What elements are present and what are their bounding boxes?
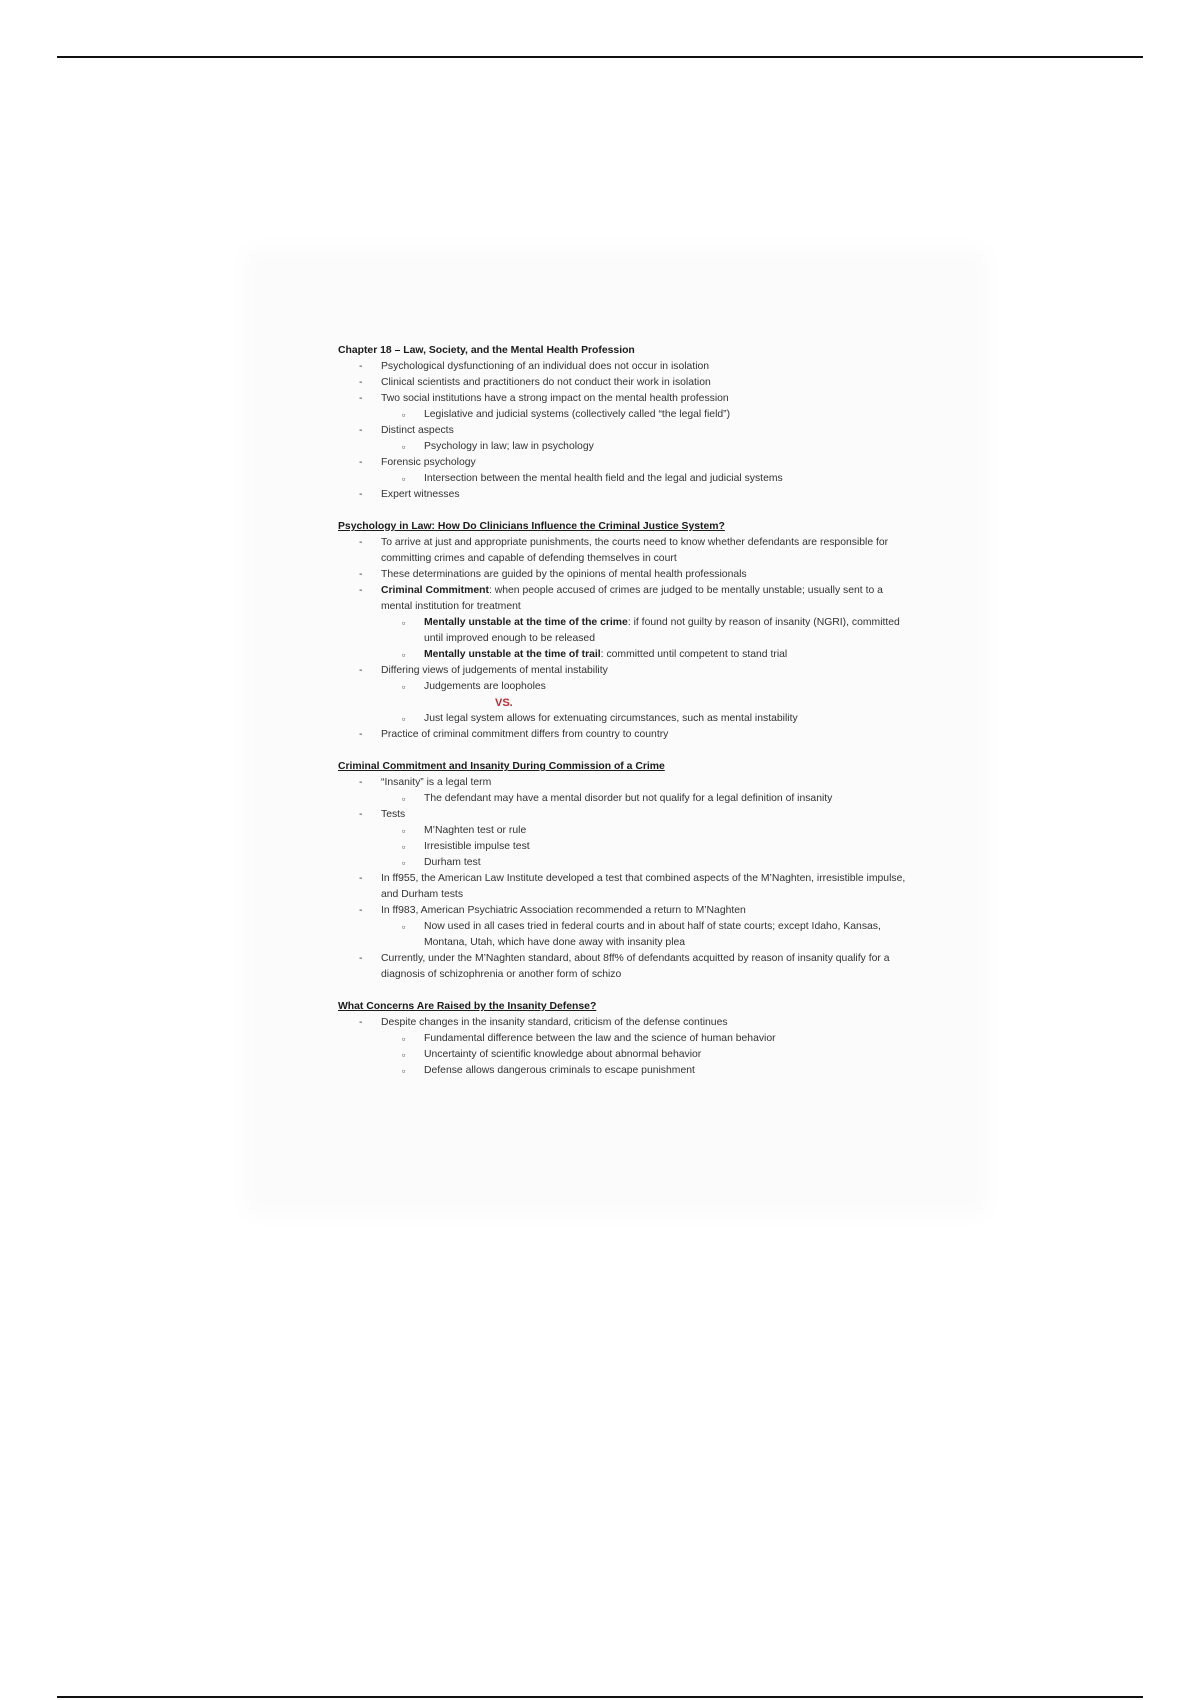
sub-list-item: ▫ Defense allows dangerous criminals to escape punishment — [338, 1063, 908, 1079]
list-item: - In ff983, American Psychiatric Association recommended a return to M’Naghten — [338, 903, 908, 919]
square-bullet-icon: ▫ — [402, 682, 406, 692]
square-bullet-icon: ▫ — [402, 618, 406, 628]
bottom-rule — [57, 1696, 1143, 1698]
dash-marker: - — [359, 361, 363, 372]
dash-marker: - — [359, 665, 363, 676]
list-item: - Clinical scientists and practitioners do not conduct their work in isolation — [338, 375, 908, 391]
sub-list-item: ▫ Mentally unstable at the time of the crime: if found not guilty by reason of insanity (NGRI), committed until improved enough to be released — [402, 617, 900, 644]
sub-list-item: ▫ Mentally unstable at the time of trail: committed until competent to stand trial — [338, 647, 908, 663]
list-item: - Distinct aspects — [338, 423, 908, 439]
square-bullet-icon: ▫ — [402, 410, 406, 420]
sub-list-item: ▫ Irresistible impulse test — [338, 839, 908, 855]
sub-list-item: ▫ Uncertainty of scientific knowledge about abnormal behavior — [338, 1047, 908, 1063]
dash-marker: - — [359, 905, 363, 916]
square-bullet-icon: ▫ — [402, 1050, 406, 1060]
list-item: - Psychological dysfunctioning of an individual does not occur in isolation — [338, 359, 908, 375]
list-item: - Practice of criminal commitment differs from country to country — [338, 727, 908, 743]
square-bullet-icon: ▫ — [402, 842, 406, 852]
sub-list-item: ▫ Fundamental difference between the law and the science of human behavior — [338, 1031, 908, 1047]
term: Mentally unstable at the time of trail — [424, 649, 601, 660]
list-item: - “Insanity” is a legal term — [338, 775, 908, 791]
chapter-title: Chapter 18 – Law, Society, and the Mental Health Profession — [338, 345, 635, 356]
sub-list-item: ▫ Just legal system allows for extenuating circumstances, such as mental instability — [338, 711, 908, 727]
dash-marker: - — [359, 489, 363, 500]
square-bullet-icon: ▫ — [402, 714, 406, 724]
list-item: - Expert witnesses — [338, 487, 908, 503]
list-item: - Criminal Commitment: when people accused of crimes are judged to be mentally unstable; usually sent to a mental institution for treatment — [359, 585, 883, 612]
list-item: - Two social institutions have a strong impact on the mental health profession — [338, 391, 908, 407]
square-bullet-icon: ▫ — [402, 1034, 406, 1044]
square-bullet-icon: ▫ — [402, 794, 406, 804]
sub-list-item: ▫ Intersection between the mental health field and the legal and judicial systems — [338, 471, 908, 487]
sub-list-item: ▫ Durham test — [338, 855, 908, 871]
square-bullet-icon: ▫ — [402, 650, 406, 660]
list-item: - Despite changes in the insanity standard, criticism of the defense continues — [338, 1015, 908, 1031]
top-rule — [57, 56, 1143, 58]
dash-marker: - — [359, 537, 363, 548]
list-item: - These determinations are guided by the opinions of mental health professionals — [338, 567, 908, 583]
square-bullet-icon: ▫ — [402, 1066, 406, 1076]
dash-marker: - — [359, 569, 363, 580]
dash-marker: - — [359, 873, 363, 884]
sub-list-item: ▫ Psychology in law; law in psychology — [338, 439, 908, 455]
dash-marker: - — [359, 425, 363, 436]
section-heading: Criminal Commitment and Insanity During Commission of a Crime — [338, 761, 665, 772]
dash-marker: - — [359, 585, 363, 596]
sub-list-item: ▫ Legislative and judicial systems (collectively called “the legal field”) — [338, 407, 908, 423]
sub-list-item: ▫ M’Naghten test or rule — [338, 823, 908, 839]
dash-marker: - — [359, 953, 363, 964]
section-heading: Psychology in Law: How Do Clinicians Influence the Criminal Justice System? — [338, 521, 725, 532]
dash-marker: - — [359, 377, 363, 388]
dash-marker: - — [359, 729, 363, 740]
section-heading: What Concerns Are Raised by the Insanity Defense? — [338, 1001, 597, 1012]
dash-marker: - — [359, 809, 363, 820]
list-item: - Forensic psychology — [338, 455, 908, 471]
document-page — [338, 343, 908, 1079]
square-bullet-icon: ▫ — [402, 922, 406, 932]
square-bullet-icon: ▫ — [402, 826, 406, 836]
list-item: - Currently, under the M’Naghten standard, about 8ff% of defendants acquitted by reason of insanity qualify for a diagnosis of schizophrenia or another form of schizo — [359, 953, 890, 980]
square-bullet-icon: ▫ — [402, 442, 406, 452]
term: Mentally unstable at the time of the crime — [424, 617, 628, 628]
list-item: - Differing views of judgements of mental instability — [338, 663, 908, 679]
list-item: - Tests — [338, 807, 908, 823]
list-item: - To arrive at just and appropriate punishments, the courts need to know whether defendants are responsible for committing crimes and capable of defending themselves in court — [359, 537, 889, 564]
sub-list-item: ▫ The defendant may have a mental disorder but not qualify for a legal definition of insanity — [338, 791, 908, 807]
versus-label: VS. — [495, 697, 513, 709]
sub-list-item: ▫ Judgements are loopholes — [338, 679, 908, 695]
list-item: - In ff955, the American Law Institute developed a test that combined aspects of the M’Naghten, irresistible impulse, and Durham tests — [359, 873, 906, 900]
sub-list-item: ▫ Now used in all cases tried in federal courts and in about half of state courts; except Idaho, Kansas, Montana, Utah, which have done away with insanity plea — [402, 921, 881, 948]
dash-marker: - — [359, 1017, 363, 1028]
dash-marker: - — [359, 777, 363, 788]
dash-marker: - — [359, 393, 363, 404]
term: Criminal Commitment — [381, 585, 489, 596]
square-bullet-icon: ▫ — [402, 858, 406, 868]
dash-marker: - — [359, 457, 363, 468]
square-bullet-icon: ▫ — [402, 474, 406, 484]
